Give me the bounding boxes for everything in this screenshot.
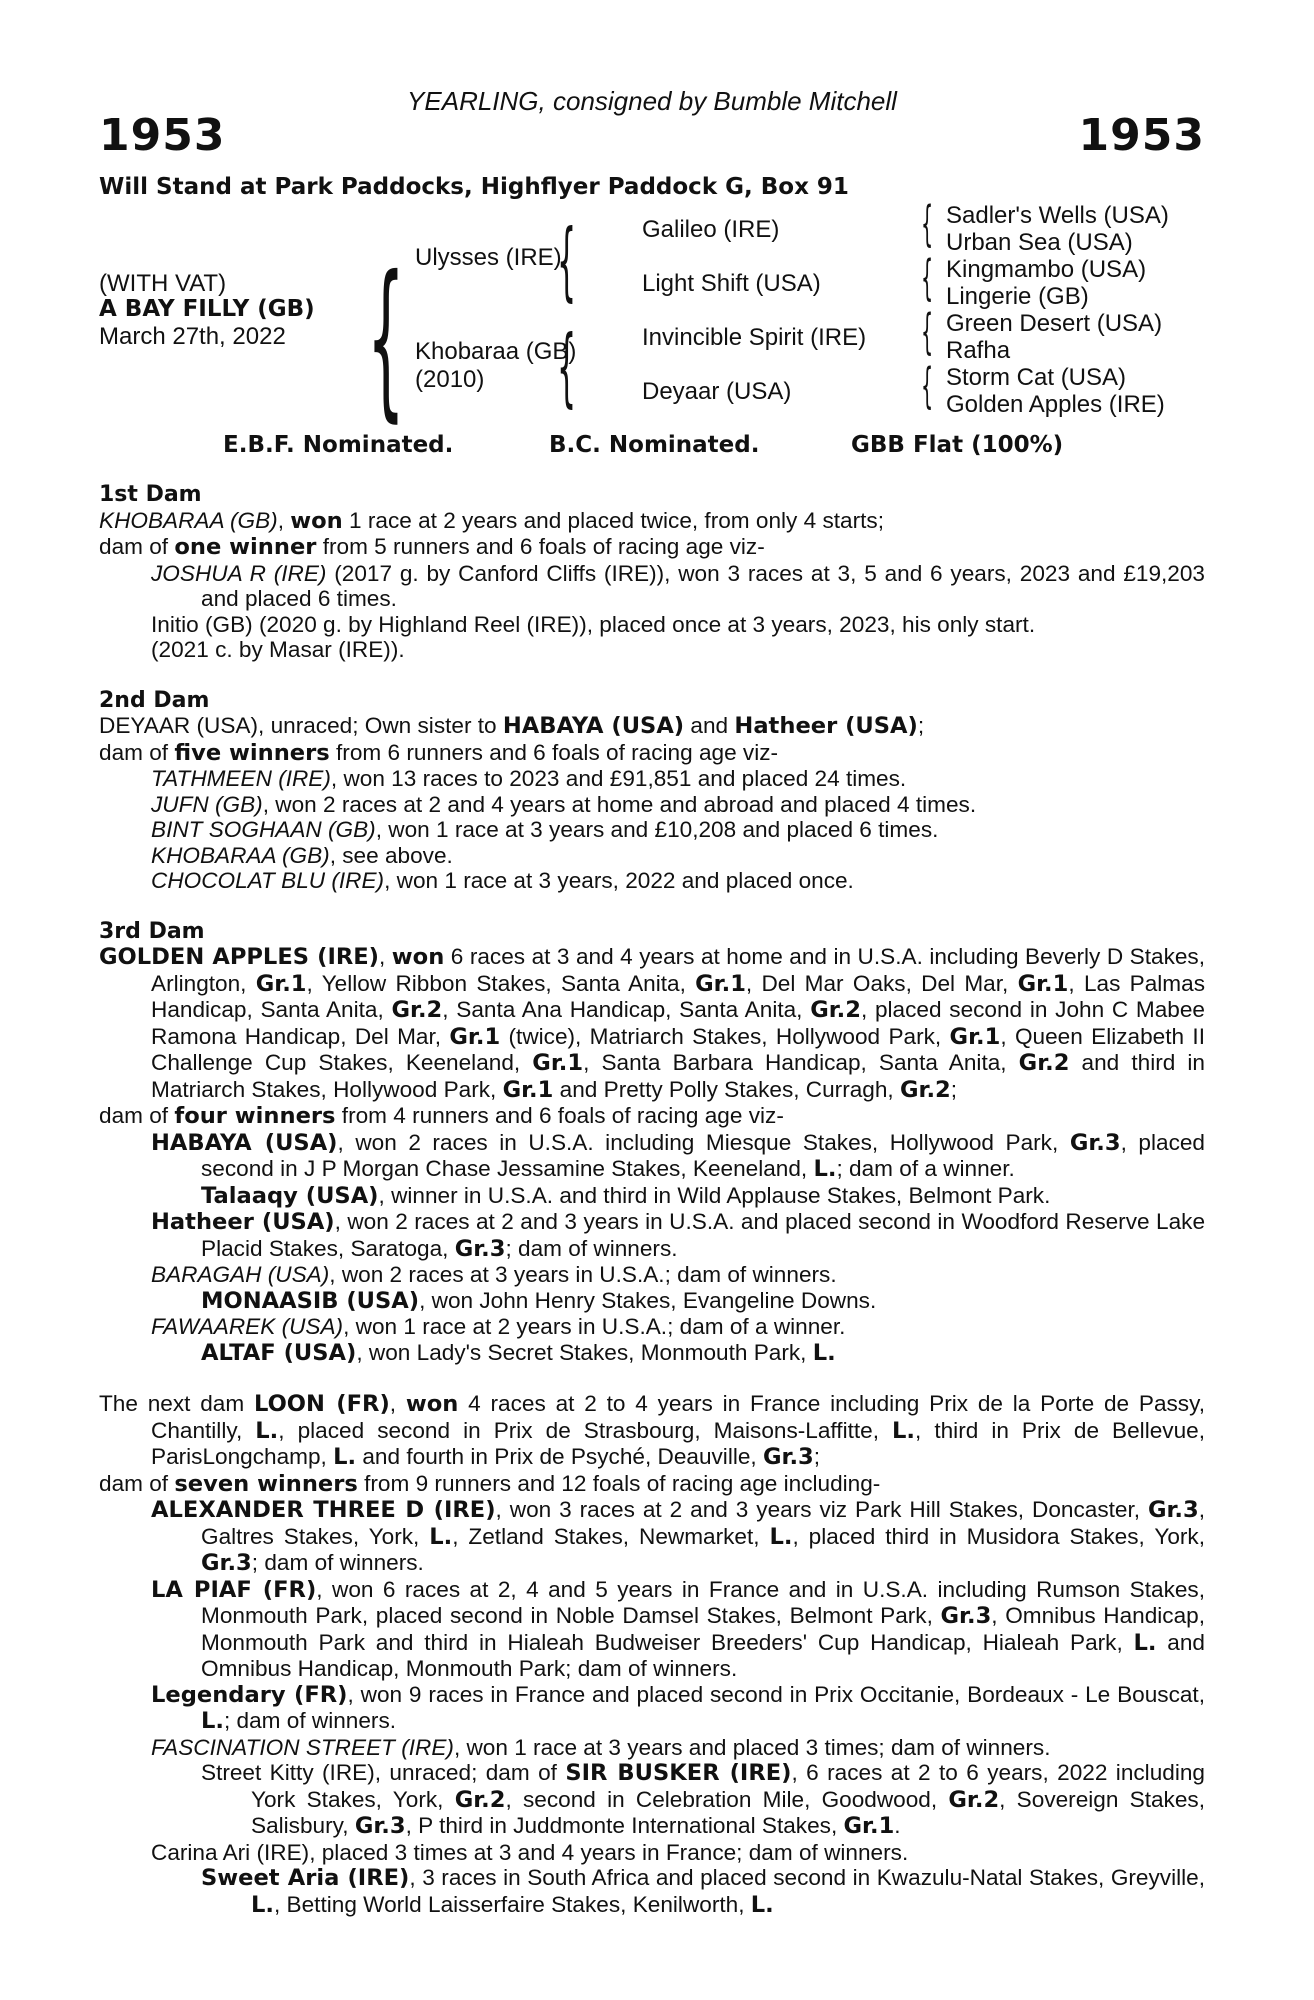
ds-sire: Green Desert (USA): [946, 310, 1163, 337]
brace-ss: {: [921, 196, 934, 252]
sire-dam: Light Shift (USA): [642, 270, 821, 297]
brace-sd: {: [921, 250, 934, 306]
produce-entry: JUFN (GB), won 2 races at 2 and 4 years at home and abroad and placed 4 times.: [151, 791, 977, 817]
gbb-flat: GBB Flat (100%): [851, 432, 1064, 458]
third-dam-produce: dam of four winners from 4 runners and 6 foals of racing age viz-: [99, 1103, 784, 1129]
sire: Ulysses (IRE): [415, 244, 562, 271]
produce-entry: FASCINATION STREET (IRE), won 1 race at 3 years and placed 3 times; dam of winners.: [151, 1734, 1051, 1760]
third-dam-line: GOLDEN APPLES (IRE), won 6 races at 3 and 4 years at home and in U.S.A. including Beverly D Stakes, Arlington, Gr.1, Yellow Ribbon Stakes, Santa Anita, Gr.1, Del Mar Oaks, Del Mar, Gr.1, Las Palmas Handicap, Santa Anita, Gr.2, Santa Ana Handicap, Santa Anita, Gr.2, placed second in John C Mabee Ramona Handicap, Del Mar, Gr.1 (twice), Matriarch Stakes, Hollywood Park, Gr.1, Queen Elizabeth II Challenge Cup Stakes, Keeneland, Gr.1, Santa Barbara Handicap, Santa Anita, Gr.2 and third in Matriarch Stakes, Hollywood Park, Gr.1 and Pretty Polly Stakes, Curragh, Gr.2;: [99, 944, 1206, 1103]
produce-entry: BARAGAH (USA), won 2 races at 3 years in U.S.A.; dam of winners.: [151, 1262, 837, 1287]
brace-dam: {: [557, 317, 577, 417]
ds-dam: Rafha: [946, 337, 1011, 364]
produce-entry: JOSHUA R (IRE) (2017 g. by Canford Cliffs (IRE)), won 3 races at 3, 5 and 6 years, 2023 and £19,203 and placed 6 times.: [151, 560, 1205, 611]
produce-entry: HABAYA (USA), won 2 races in U.S.A. including Miesque Stakes, Hollywood Park, Gr.3, placed second in J P Morgan Chase Jessamine Stakes, Keeneland, L.; dam of a winner.: [151, 1129, 1205, 1182]
third-dam-heading: 3rd Dam: [99, 918, 205, 944]
produce-entry: Street Kitty (IRE), unraced; dam of SIR BUSKER (IRE), 6 races at 2 to 6 years, 2022 including York Stakes, York, Gr.2, second in Celebration Mile, Goodwood, Gr.2, Sovereign Stakes, Salisbury, Gr.3, P third in Juddmonte International Stakes, Gr.1.: [201, 1760, 1205, 1839]
dam-sire: Invincible Spirit (IRE): [642, 324, 867, 351]
dd-dam: Golden Apples (IRE): [946, 391, 1165, 418]
produce-entry: KHOBARAA (GB), see above.: [151, 842, 453, 868]
sd-dam: Lingerie (GB): [946, 283, 1089, 310]
second-dam-line: DEYAAR (USA), unraced; Own sister to HABAYA (USA) and Hatheer (USA);: [99, 713, 925, 739]
stand-location: Will Stand at Park Paddocks, Highflyer Paddock G, Box 91: [99, 174, 849, 200]
sd-sire: Kingmambo (USA): [946, 256, 1147, 283]
first-dam-produce: dam of one winner from 5 runners and 6 foals of racing age viz-: [99, 534, 765, 560]
produce-entry: Talaaqy (USA), winner in U.S.A. and third in Wild Applause Stakes, Belmont Park.: [201, 1182, 1051, 1209]
lot-number-left: 1953: [99, 110, 226, 161]
next-dam-line: The next dam LOON (FR), won 4 races at 2 to 4 years in France including Prix de la Porte de Passy, Chantilly, L., placed second in Prix de Strasbourg, Maisons-Laffitte, L., third in Prix de Bellevue, ParisLongchamp, L. and fourth in Prix de Psyché, Deauville, Gr.3;: [99, 1391, 1206, 1470]
produce-entry: Sweet Aria (IRE), 3 races in South Africa and placed second in Kwazulu-Natal Stakes, Greyville, L., Betting World Laisserfaire Stakes, Kenilworth, L.: [201, 1865, 1205, 1918]
lot-number-right: 1953: [1078, 110, 1205, 161]
next-dam-produce: dam of seven winners from 9 runners and 12 foals of racing age including-: [99, 1470, 881, 1497]
produce-record: [99, 482, 1205, 1918]
dam: Khobaraa (GB): [415, 338, 577, 365]
produce-entry: Legendary (FR), won 9 races in France and placed second in Prix Occitanie, Bordeaux - Le Bouscat, L.; dam of winners.: [151, 1681, 1205, 1734]
brace-ds: {: [921, 304, 934, 360]
consignor-subtitle: YEARLING, consigned by Bumble Mitchell: [407, 86, 897, 116]
first-dam-heading: 1st Dam: [99, 482, 202, 507]
dam-year: (2010): [415, 366, 485, 393]
second-dam-heading: 2nd Dam: [99, 687, 210, 713]
brace-sire: {: [557, 211, 577, 311]
vat-label: (WITH VAT): [99, 270, 227, 297]
dd-sire: Storm Cat (USA): [946, 364, 1127, 391]
produce-entry: TATHMEEN (IRE), won 13 races to 2023 and £91,851 and placed 24 times.: [151, 766, 907, 791]
produce-entry: MONAASIB (USA), won John Henry Stakes, Evangeline Downs.: [201, 1287, 877, 1314]
produce-entry: (2021 c. by Masar (IRE)).: [151, 637, 405, 662]
produce-entry: Initio (GB) (2020 g. by Highland Reel (IRE)), placed once at 3 years, 2023, his only start.: [151, 611, 1036, 637]
dam-dam: Deyaar (USA): [642, 378, 792, 405]
produce-entry: LA PIAF (FR), won 6 races at 2, 4 and 5 years in France and in U.S.A. including Rumson Stakes, Monmouth Park, placed second in Noble Damsel Stakes, Belmont Park, Gr.3, Omnibus Handicap, Monmouth Park and third in Hialeah Budweiser Breeders' Cup Handicap, Hialeah Park, L. and Omnibus Handicap, Monmouth Park; dam of winners.: [151, 1576, 1206, 1681]
produce-entry: Hatheer (USA), won 2 races at 2 and 3 years in U.S.A. and placed second in Woodford Reserve Lake Placid Stakes, Saratoga, Gr.3; dam of winners.: [151, 1209, 1206, 1262]
first-dam-line: KHOBARAA (GB), won 1 race at 2 years and placed twice, from only 4 starts;: [99, 507, 884, 534]
pedigree-table: [99, 196, 1205, 438]
sire-sire: Galileo (IRE): [642, 216, 780, 243]
date-of-birth: March 27th, 2022: [99, 323, 286, 350]
brace-dd: {: [921, 358, 934, 414]
brace-gen1: {: [367, 240, 405, 438]
ss-sire: Sadler's Wells (USA): [946, 202, 1169, 229]
produce-entry: ALTAF (USA), won Lady's Secret Stakes, Monmouth Park, L.: [201, 1339, 836, 1366]
bc-nominated: B.C. Nominated.: [549, 432, 760, 458]
produce-entry: BINT SOGHAAN (GB), won 1 race at 3 years and £10,208 and placed 6 times.: [151, 817, 939, 842]
ss-dam: Urban Sea (USA): [946, 229, 1133, 256]
produce-entry: CHOCOLAT BLU (IRE), won 1 race at 3 years, 2022 and placed once.: [151, 868, 854, 893]
ebf-nominated: E.B.F. Nominated.: [223, 432, 454, 458]
produce-entry: FAWAAREK (USA), won 1 race at 2 years in U.S.A.; dam of a winner.: [151, 1314, 846, 1339]
horse-name: A BAY FILLY (GB): [99, 296, 315, 322]
second-dam-produce: dam of five winners from 6 runners and 6 foals of racing age viz-: [99, 739, 779, 766]
produce-entry: ALEXANDER THREE D (IRE), won 3 races at 2 and 3 years viz Park Hill Stakes, Doncaster, Gr.3, Galtres Stakes, York, L., Zetland Stakes, Newmarket, L., placed third in Musidora Stakes, York, Gr.3; dam of winners.: [151, 1497, 1206, 1576]
produce-entry: Carina Ari (IRE), placed 3 times at 3 and 4 years in France; dam of winners.: [151, 1839, 909, 1865]
